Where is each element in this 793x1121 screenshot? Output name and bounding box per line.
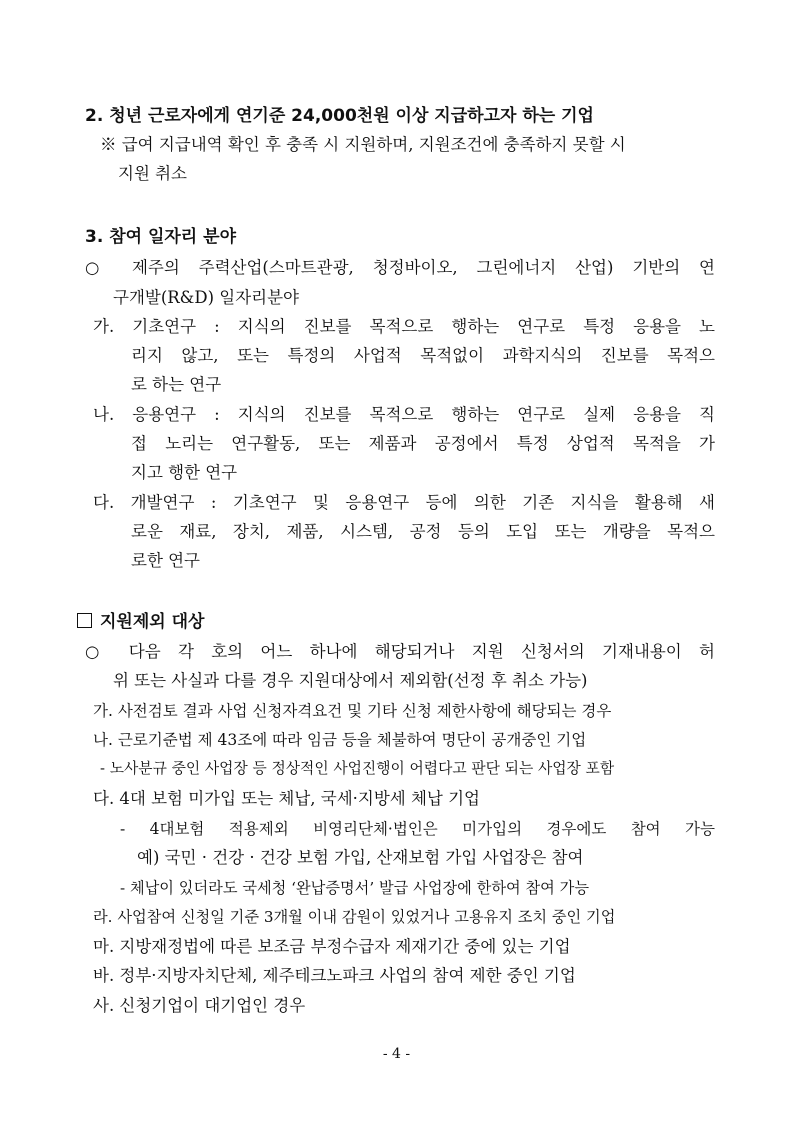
exclusion-item-da: 다. 4대 보험 미가입 또는 체납, 국세·지방세 체납 기업 [93, 789, 480, 808]
item-na-line-3: 지고 행한 연구 [131, 463, 238, 482]
exclusion-title-text: 지원제외 대상 [100, 612, 205, 632]
section-2-note-line-1: ※ 급여 지급내역 확인 후 충족 시 지원하며, 지원조건에 충족하지 못할 시 [100, 135, 626, 154]
exclusion-item-na: 나. 근로기준법 제 43조에 따라 임금 등을 체불하여 명단이 공개중인 기업 [93, 731, 587, 749]
item-da-line-1: 다. 개발연구 : 기초연구 및 응용연구 등에 의한 기존 지식을 활용해 새 [93, 493, 715, 512]
exclusion-bullet-line-2: 위 또는 사실과 다를 경우 지원대상에서 제외함(선정 후 취소 가능) [113, 671, 588, 690]
item-da-line-2: 로운 재료, 장치, 제품, 시스템, 공정 등의 도입 또는 개량을 목적으 [131, 522, 715, 541]
item-ga-line-3: 로 하는 연구 [131, 375, 222, 394]
item-ga-line-2: 리지 않고, 또는 특정의 사업적 목적없이 과학지식의 진보를 목적으 [131, 346, 715, 365]
exclusion-item-ra: 라. 사업참여 신청일 기준 3개월 이내 감원이 있었거나 고용유지 조치 중인 기업 [93, 908, 616, 926]
section-3-bullet-line-2: 구개발(R&D) 일자리분야 [113, 288, 299, 307]
item-da-line-3: 로한 연구 [131, 551, 201, 570]
exclusion-item-ba: 바. 정부·지방자치단체, 제주테크노파크 사업의 참여 제한 중인 기업 [93, 966, 576, 985]
item-ga-line-1: 가. 기초연구 : 지식의 진보를 목적으로 행하는 연구로 특정 응용을 노 [93, 317, 715, 336]
exclusion-title [77, 611, 204, 633]
exclusion-bullet-line-1: ○ 다음 각 호의 어느 하나에 해당되거나 지원 신청서의 기재내용이 허 [85, 642, 715, 661]
exclusion-item-sa: 사. 신청기업이 대기업인 경우 [93, 996, 306, 1015]
exclusion-item-na-sub: - 노사분규 중인 사업장 등 정상적인 사업진행이 어렵다고 판단 되는 사업장 포함 [100, 760, 615, 777]
exclusion-item-da-sub-2: 예) 국민 · 건강 · 건강 보험 가입, 산재보험 가입 사업장은 참여 [137, 848, 584, 867]
section-3-title: 3. 참여 일자리 분야 [85, 227, 236, 247]
item-na-line-2: 접 노리는 연구활동, 또는 제품과 공정에서 특정 상업적 목적을 가 [131, 434, 715, 453]
exclusion-item-da-sub-1: - 4대보험 적용제외 비영리단체·법인은 미가입의 경우에도 참여 가능 [120, 820, 715, 838]
item-na-line-1: 나. 응용연구 : 지식의 진보를 목적으로 행하는 연구로 실제 응용을 직 [93, 405, 715, 424]
exclusion-item-ma: 마. 지방재정법에 따른 보조금 부정수급자 제재기간 중에 있는 기업 [93, 937, 571, 956]
checkbox-square-icon [77, 613, 92, 628]
page-number: - 4 - [382, 1046, 411, 1062]
exclusion-item-da-sub-3: - 체납이 있더라도 국세청 ‘완납증명서’ 발급 사업장에 한하여 참여 가능 [120, 879, 590, 897]
exclusion-item-ga: 가. 사전검토 결과 사업 신청자격요건 및 기타 신청 제한사항에 해당되는 경우 [93, 702, 612, 720]
section-3-bullet-line-1: ○ 제주의 주력산업(스마트관광, 청정바이오, 그린에너지 산업) 기반의 연 [85, 258, 715, 277]
section-2-title: 2. 청년 근로자에게 연기준 24,000천원 이상 지급하고자 하는 기업 [85, 106, 594, 126]
section-2-note-line-2: 지원 취소 [118, 164, 188, 183]
